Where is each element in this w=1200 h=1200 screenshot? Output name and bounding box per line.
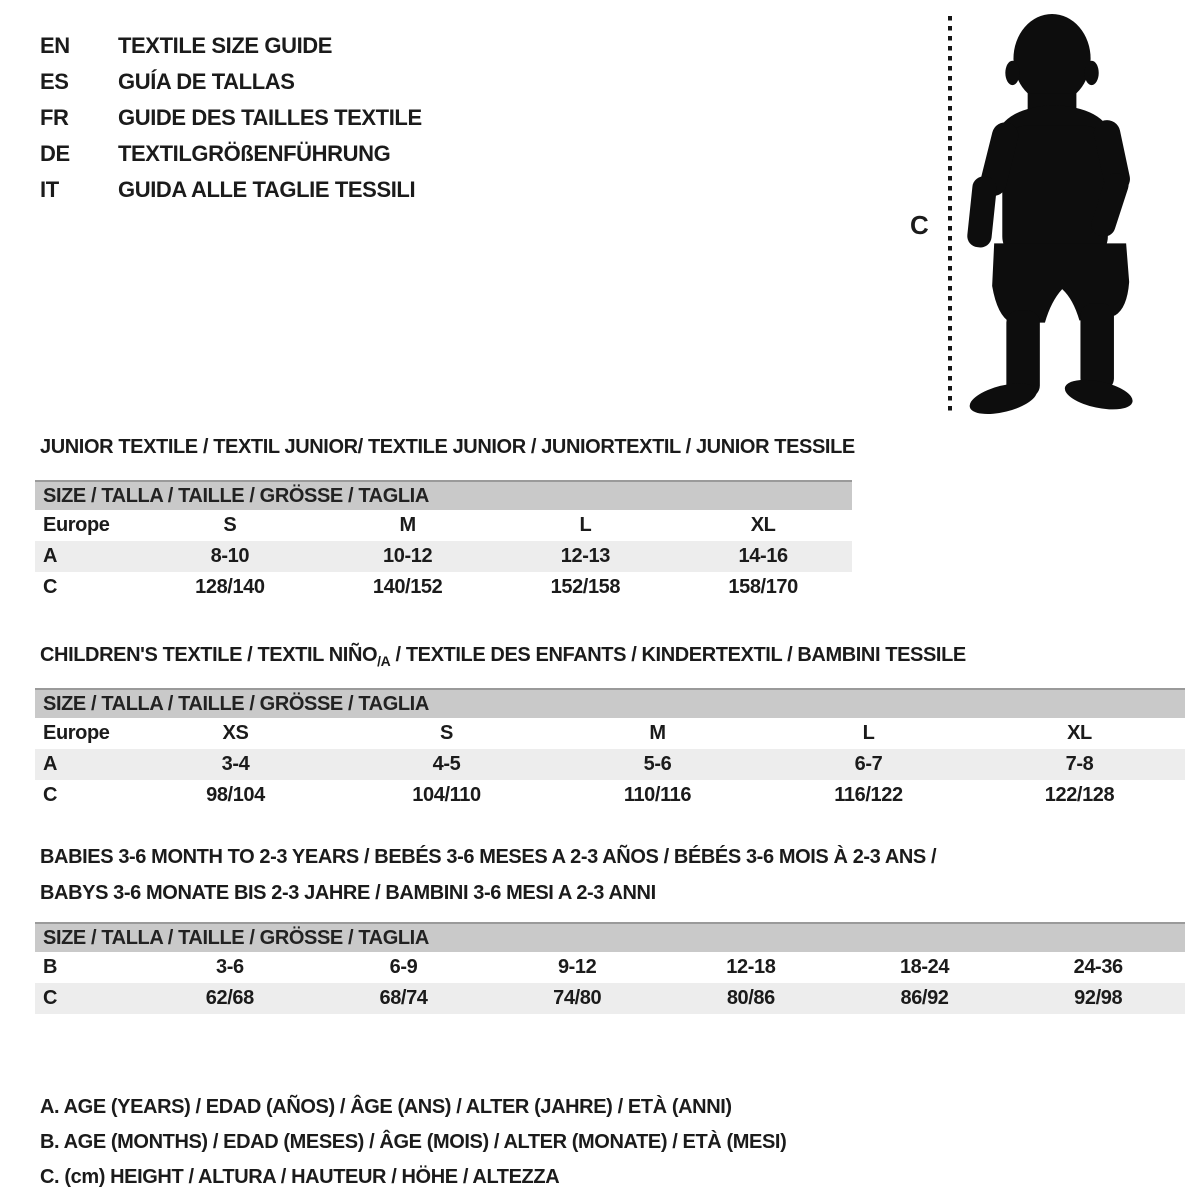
legend-line-b: B. AGE (MONTHS) / EDAD (MESES) / ÂGE (MOIS) / ALTER (MONATE) / ETÀ (MESI) bbox=[40, 1131, 787, 1153]
toddler-silhouette-icon bbox=[962, 12, 1138, 418]
babies-size-header: SIZE / TALLA / TAILLE / GRÖSSE / TAGLIA bbox=[35, 922, 1185, 952]
language-row-fr bbox=[40, 100, 422, 136]
language-code: ES bbox=[40, 69, 69, 94]
language-title: GUIDE DES TAILLES TEXTILE bbox=[118, 105, 422, 130]
cell: 12-13 bbox=[560, 545, 610, 567]
cell: 6-9 bbox=[389, 956, 418, 978]
cell: 104/110 bbox=[412, 784, 481, 806]
cell: 8-10 bbox=[210, 545, 250, 567]
language-title: GUIDA ALLE TAGLIE TESSILI bbox=[118, 177, 416, 202]
cell: 12-18 bbox=[726, 956, 776, 978]
babies-section-title-line2: BABYS 3-6 MONATE BIS 2-3 JAHRE / BAMBINI 3-6 MESI A 2-3 ANNI bbox=[40, 882, 656, 904]
cell: 80/86 bbox=[726, 987, 775, 1009]
cell: 3-6 bbox=[215, 956, 244, 978]
children-title-prefix: CHILDREN'S TEXTILE / TEXTIL NIÑO bbox=[40, 644, 378, 666]
babies-section-title-line1: BABIES 3-6 MONTH TO 2-3 YEARS / BEBÉS 3-6 MESES A 2-3 AÑOS / BÉBÉS 3-6 MOIS À 2-3 ANS / bbox=[40, 846, 937, 868]
height-dotted-line bbox=[948, 16, 952, 416]
table-row bbox=[35, 983, 1185, 1014]
cell: 5-6 bbox=[643, 753, 672, 775]
cell: 128/140 bbox=[195, 576, 265, 598]
language-code: IT bbox=[40, 177, 59, 202]
row-label: Europe bbox=[43, 722, 110, 744]
language-row-de bbox=[40, 136, 422, 172]
cell: L bbox=[862, 722, 875, 744]
row-label: C bbox=[43, 576, 58, 598]
cell: XS bbox=[222, 722, 249, 744]
row-label: A bbox=[43, 545, 58, 567]
cell: M bbox=[649, 722, 666, 744]
cell: 62/68 bbox=[205, 987, 254, 1009]
cell: 10-12 bbox=[383, 545, 433, 567]
legend-line-c: C. (cm) HEIGHT / ALTURA / HAUTEUR / HÖHE / ALTEZZA bbox=[40, 1166, 560, 1188]
language-code: EN bbox=[40, 33, 70, 58]
table-row bbox=[35, 749, 1185, 780]
cell: S bbox=[223, 514, 237, 536]
cell: 86/92 bbox=[900, 987, 949, 1009]
row-label: A bbox=[43, 753, 58, 775]
table-row bbox=[35, 718, 1185, 749]
cell: 14-16 bbox=[738, 545, 788, 567]
cell: XL bbox=[750, 514, 776, 536]
language-row-es bbox=[40, 64, 422, 100]
children-section-title bbox=[40, 644, 966, 669]
language-row-it bbox=[40, 172, 422, 208]
cell: L bbox=[579, 514, 592, 536]
cell: 110/116 bbox=[623, 784, 692, 806]
cell: 116/122 bbox=[834, 784, 903, 806]
table-row bbox=[35, 780, 1185, 811]
children-title-subscript: /A bbox=[377, 653, 391, 669]
cell: 18-24 bbox=[899, 956, 950, 978]
table-row bbox=[35, 572, 852, 603]
junior-size-table bbox=[35, 480, 852, 603]
cell: 68/74 bbox=[379, 987, 428, 1009]
cell: M bbox=[399, 514, 416, 536]
measurement-legend bbox=[40, 1090, 786, 1195]
children-size-header: SIZE / TALLA / TAILLE / GRÖSSE / TAGLIA bbox=[35, 688, 1185, 718]
language-title: GUÍA DE TALLAS bbox=[118, 69, 295, 94]
cell: 3-4 bbox=[221, 753, 250, 775]
junior-section-title: JUNIOR TEXTILE / TEXTIL JUNIOR/ TEXTILE JUNIOR / JUNIORTEXTIL / JUNIOR TESSILE bbox=[40, 436, 855, 458]
cell: 98/104 bbox=[206, 784, 265, 806]
row-label: B bbox=[43, 956, 58, 978]
language-list bbox=[40, 28, 422, 208]
language-title: TEXTILGRÖßENFÜHRUNG bbox=[118, 141, 391, 166]
language-code: DE bbox=[40, 141, 70, 166]
children-size-table bbox=[35, 688, 1185, 811]
babies-size-table bbox=[35, 922, 1185, 1014]
cell: 4-5 bbox=[432, 753, 461, 775]
cell: XL bbox=[1067, 722, 1092, 744]
cell: 6-7 bbox=[854, 753, 883, 775]
row-label: Europe bbox=[43, 514, 110, 536]
language-row-en bbox=[40, 28, 422, 64]
cell: 24-36 bbox=[1073, 956, 1123, 978]
cell: 122/128 bbox=[1044, 784, 1115, 806]
language-title: TEXTILE SIZE GUIDE bbox=[118, 33, 333, 58]
language-code: FR bbox=[40, 105, 69, 130]
table-row bbox=[35, 541, 852, 572]
junior-size-header: SIZE / TALLA / TAILLE / GRÖSSE / TAGLIA bbox=[35, 480, 852, 510]
cell: 92/98 bbox=[1074, 987, 1123, 1009]
table-row bbox=[35, 510, 852, 541]
legend-line-a: A. AGE (YEARS) / EDAD (AÑOS) / ÂGE (ANS) / ALTER (JAHRE) / ETÀ (ANNI) bbox=[40, 1096, 732, 1118]
row-label: C bbox=[43, 784, 58, 806]
cell: S bbox=[440, 722, 453, 744]
cell: 158/170 bbox=[728, 576, 798, 598]
height-measure-label: C bbox=[910, 210, 929, 240]
cell: 140/152 bbox=[372, 576, 443, 598]
table-row bbox=[35, 952, 1185, 983]
cell: 152/158 bbox=[550, 576, 621, 598]
children-title-suffix: / TEXTILE DES ENFANTS / KINDERTEXTIL / BAMBINI TESSILE bbox=[390, 644, 966, 666]
cell: 7-8 bbox=[1065, 753, 1094, 775]
row-label: C bbox=[43, 987, 58, 1009]
cell: 74/80 bbox=[553, 987, 602, 1009]
cell: 9-12 bbox=[557, 956, 597, 978]
